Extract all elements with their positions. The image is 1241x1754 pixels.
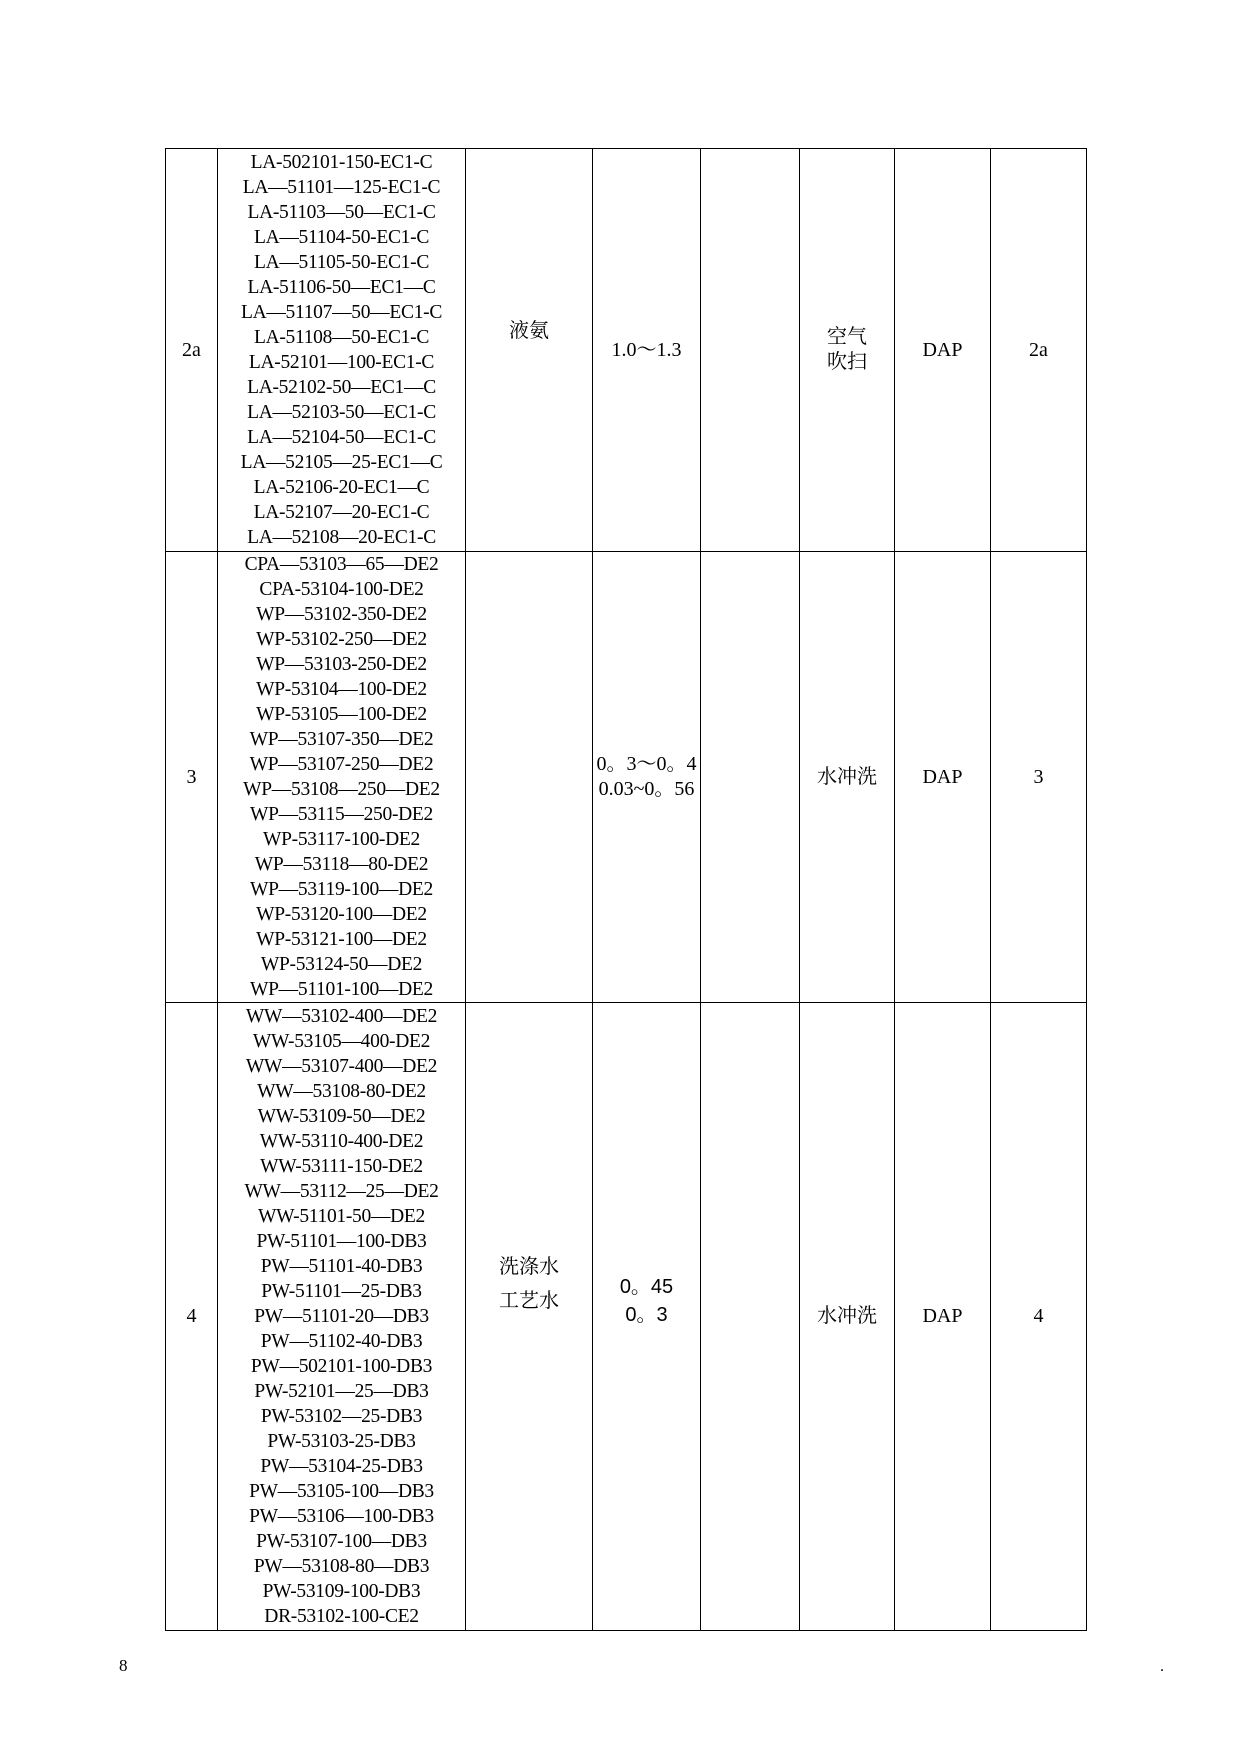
pressure-text: 0.03~0。56: [598, 778, 695, 800]
pipeline-code: WP-53120-100—DE2: [256, 904, 427, 925]
pipeline-code: LA-51108—50-EC1-C: [253, 327, 430, 348]
pipeline-code: WP—53108—250—DE2: [243, 779, 440, 800]
pipeline-code: WP—53107-250—DE2: [249, 754, 434, 775]
method-text: 空气: [827, 326, 867, 348]
pressure-cell: [593, 552, 701, 1003]
pipeline-code: PW-52101—25—DB3: [254, 1381, 429, 1402]
medium-cell: [466, 552, 593, 1003]
medium-text: 工艺水: [499, 1290, 559, 1312]
row-number-cell: 3: [166, 552, 218, 1003]
row-number-cell: 2a: [166, 149, 218, 552]
pipeline-code: WW-53110-400-DE2: [259, 1131, 424, 1152]
pipeline-code: DR-53102-100-CE2: [264, 1606, 419, 1627]
pipeline-code: CPA—53103—65—DE2: [244, 554, 439, 575]
pipeline-code: PW—51101-40-DB3: [260, 1256, 423, 1277]
org-cell: DAP: [895, 149, 991, 552]
pipeline-code: LA—52108—20-EC1-C: [247, 527, 436, 548]
pipeline-code: PW-53102—25-DB3: [260, 1406, 423, 1427]
empty-cell: [701, 149, 800, 552]
pipeline-codes-cell: [218, 1003, 466, 1631]
pipeline-code: WW-53111-150-DE2: [260, 1156, 423, 1177]
table-row: [166, 1003, 1087, 1631]
empty-cell: [701, 1003, 800, 1631]
pipeline-code: WP-53102-250—DE2: [256, 629, 427, 650]
pipeline-code: PW—502101-100-DB3: [250, 1356, 433, 1377]
pipeline-code: WP-53124-50—DE2: [260, 954, 423, 975]
pressure-text: 0。3: [625, 1304, 668, 1326]
pipeline-code: LA-52101—100-EC1-C: [248, 352, 435, 373]
medium-cell: [466, 1003, 593, 1631]
pipeline-code: LA-52106-20-EC1—C: [253, 477, 430, 498]
org-cell: DAP: [895, 552, 991, 1003]
org-cell: DAP: [895, 1003, 991, 1631]
pipeline-code: LA—52103-50—EC1-C: [247, 402, 436, 423]
medium-text: 洗涤水: [499, 1256, 559, 1278]
pressure-text: 1.0～1.3: [611, 338, 682, 361]
footer-dot: .: [1160, 1658, 1164, 1675]
pressure-cell: [593, 1003, 701, 1631]
medium-text: 液氨: [509, 320, 549, 342]
pipeline-code: WP-53105—100-DE2: [256, 704, 427, 725]
pipeline-code: PW—53104-25-DB3: [260, 1456, 423, 1477]
ref-cell: 2a: [991, 149, 1087, 552]
pipeline-code: CPA-53104-100-DE2: [259, 579, 424, 600]
pressure-text: 0。45: [619, 1276, 674, 1298]
pipeline-code: LA-51103—50—EC1-C: [247, 202, 436, 223]
pipeline-code: LA-52102-50—EC1—C: [247, 377, 436, 398]
row-number-cell: 4: [166, 1003, 218, 1631]
pipeline-code: LA—51105-50-EC1-C: [253, 252, 430, 273]
pipeline-code: WW-51101-50—DE2: [258, 1206, 425, 1227]
pipeline-code: WP—53102-350-DE2: [256, 604, 427, 625]
method-text: 水冲洗: [817, 765, 877, 788]
table-row: [166, 552, 1087, 1003]
pipeline-code: LA—52105—25-EC1—C: [240, 452, 443, 473]
pipeline-code: WP—53118—80-DE2: [254, 854, 429, 875]
pipeline-code: LA—51101—125-EC1-C: [242, 177, 441, 198]
pipeline-code: LA-52107—20-EC1-C: [253, 502, 430, 523]
method-text: 水冲洗: [817, 1305, 877, 1327]
pipeline-code: PW—51102-40-DB3: [260, 1331, 423, 1352]
pipeline-code: WP-53117-100-DE2: [263, 829, 420, 850]
pipeline-code: LA-502101-150-EC1-C: [250, 152, 433, 173]
empty-cell: [701, 552, 800, 1003]
pipeline-code: WW-53109-50—DE2: [257, 1106, 426, 1127]
pipeline-code: WP—53115—250-DE2: [250, 804, 433, 825]
pressure-cell: [593, 149, 701, 552]
pipeline-code: PW-53109-100-DB3: [262, 1581, 421, 1602]
pipeline-code: WP-53121-100—DE2: [256, 929, 427, 950]
pressure-text: 0。3～0。4: [596, 753, 697, 775]
method-cell: [800, 1003, 895, 1631]
pipeline-code: WP-53104—100-DE2: [256, 679, 427, 700]
pipeline-code: WW—53108-80-DE2: [257, 1081, 426, 1102]
pipeline-table: [165, 148, 1087, 1631]
pipeline-code: PW—53105-100—DB3: [249, 1481, 434, 1502]
pipeline-code: PW-51101—100-DB3: [256, 1231, 427, 1252]
pipeline-code: PW—51101-20—DB3: [254, 1306, 429, 1327]
table-row: [166, 149, 1087, 552]
page-number: 8: [119, 1656, 128, 1675]
pipeline-code: WW—53102-400—DE2: [245, 1006, 438, 1027]
method-cell: [800, 552, 895, 1003]
pipeline-code: PW-51101—25-DB3: [261, 1281, 422, 1302]
medium-cell: [466, 149, 593, 552]
pipeline-code: WP—53107-350—DE2: [249, 729, 434, 750]
ref-cell: 4: [991, 1003, 1087, 1631]
pipeline-code: WP—53119-100—DE2: [250, 879, 433, 900]
pipeline-code: WW-53105—400-DE2: [252, 1031, 431, 1052]
method-text: 吹扫: [827, 351, 867, 373]
method-cell: [800, 149, 895, 552]
pipeline-code: PW-53107-100—DB3: [256, 1531, 427, 1552]
pipeline-code: WP—51101-100—DE2: [250, 979, 433, 1000]
pipeline-code: PW-53103-25-DB3: [267, 1431, 416, 1452]
pipeline-code: LA-51106-50—EC1—C: [247, 277, 436, 298]
pipeline-code: LA—51107—50—EC1-C: [240, 302, 443, 323]
pipeline-code: LA—52104-50—EC1-C: [247, 427, 436, 448]
ref-cell: 3: [991, 552, 1087, 1003]
pipeline-codes-cell: [218, 149, 466, 552]
pipeline-code: LA—51104-50-EC1-C: [253, 227, 430, 248]
pipeline-codes-cell: [218, 552, 466, 1003]
pipeline-code: WP—53103-250-DE2: [256, 654, 427, 675]
pipeline-code: WW—53107-400—DE2: [245, 1056, 438, 1077]
pipeline-code: WW—53112—25—DE2: [244, 1181, 439, 1202]
pipeline-code: PW—53106—100-DB3: [249, 1506, 434, 1527]
pipeline-code: PW—53108-80—DB3: [253, 1556, 430, 1577]
